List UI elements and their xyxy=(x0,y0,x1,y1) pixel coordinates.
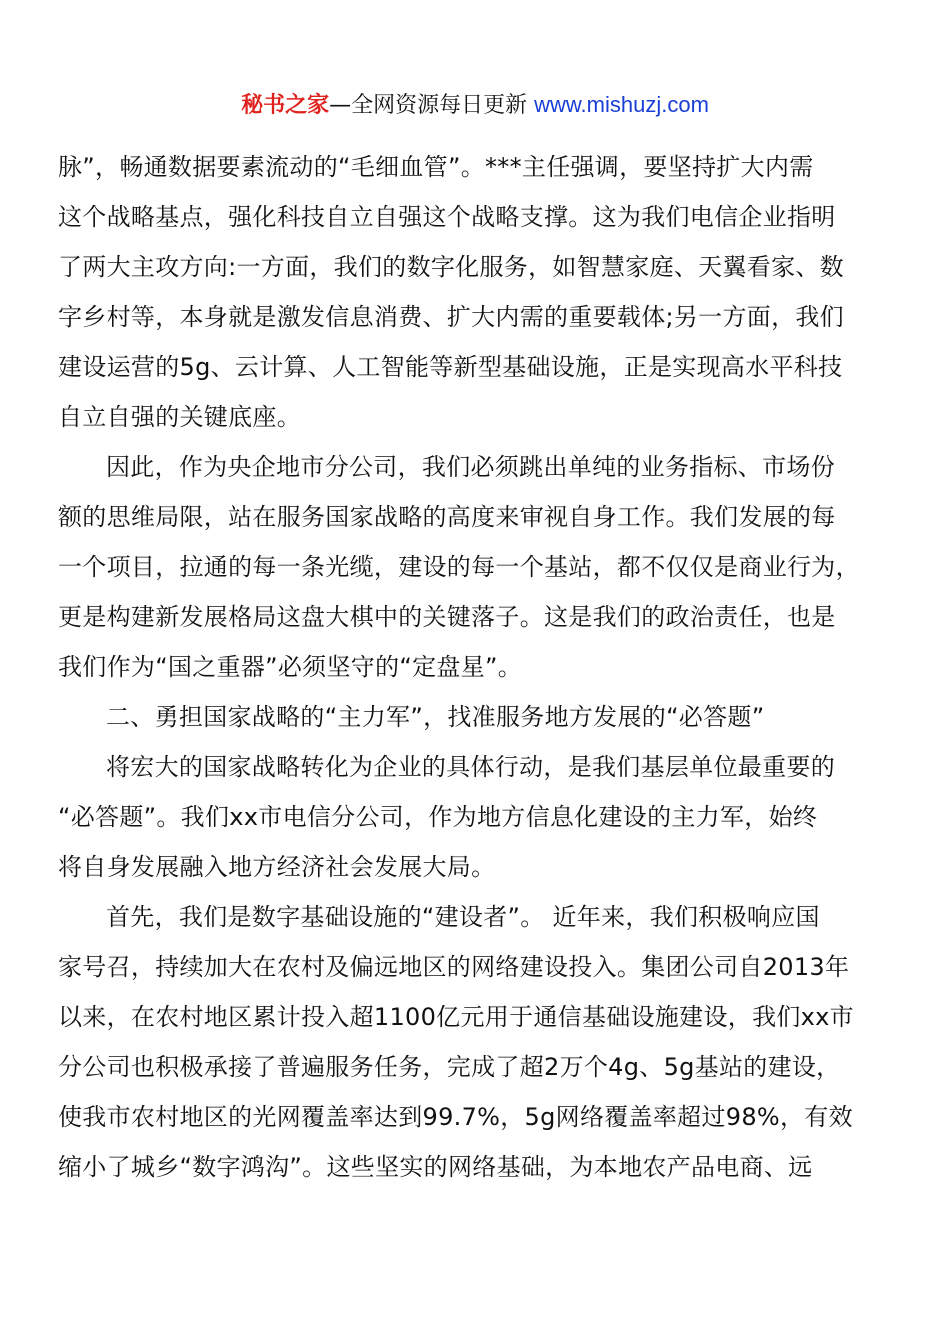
text-line: 将自身发展融入地方经济社会发展大局。 xyxy=(58,853,496,881)
section-heading: 二、勇担国家战略的“主力军”，找准服务地方发展的“必答题” xyxy=(106,703,765,731)
paragraph-first-line: 将宏大的国家战略转化为企业的具体行动，是我们基层单位最重要的 xyxy=(106,753,835,781)
paragraph-first-line: 因此，作为央企地市分公司，我们必须跳出单纯的业务指标、市场份 xyxy=(106,453,835,481)
text-line: 家号召，持续加大在农村及偏远地区的网络建设投入。集团公司自2013年 xyxy=(58,953,850,981)
text-line: 这个战略基点，强化科技自立自强这个战略支撑。这为我们电信企业指明 xyxy=(58,203,836,231)
document-body xyxy=(58,142,892,1192)
text-line: 以来，在农村地区累计投入超1100亿元用于通信基础设施建设，我们xx市 xyxy=(58,1003,854,1031)
text-line: 分公司也积极承接了普遍服务任务，完成了超2万个4g、5g基站的建设， xyxy=(58,1053,841,1081)
text-line: “必答题”。我们xx市电信分公司，作为地方信息化建设的主力军，始终 xyxy=(58,803,818,831)
text-line: 字乡村等，本身就是激发信息消费、扩大内需的重要载体;另一方面，我们 xyxy=(58,303,844,331)
text-line: 额的思维局限，站在服务国家战略的高度来审视自身工作。我们发展的每 xyxy=(58,503,836,531)
text-line: 脉”，畅通数据要素流动的“毛细血管”。***主任强调，要坚持扩大内需 xyxy=(58,153,814,181)
paragraph-first-line: 首先，我们是数字基础设施的“建设者”。 近年来，我们积极响应国 xyxy=(106,903,820,931)
text-line: 自立自强的关键底座。 xyxy=(58,403,301,431)
header-tagline: —全网资源每日更新 xyxy=(329,93,535,118)
text-line: 我们作为“国之重器”必须坚守的“定盘星”。 xyxy=(58,653,523,681)
text-line: 建设运营的5g、云计算、人工智能等新型基础设施，正是实现高水平科技 xyxy=(58,353,843,381)
text-line: 缩小了城乡“数字鸿沟”。这些坚实的网络基础，为本地农产品电商、远 xyxy=(58,1153,813,1181)
text-line: 使我市农村地区的光网覆盖率达到99.7%，5g网络覆盖率超过98%，有效 xyxy=(58,1103,853,1131)
brand-name: 秘书之家 xyxy=(241,93,330,118)
site-url-link[interactable]: www.mishuzj.com xyxy=(534,92,709,117)
text-line: 更是构建新发展格局这盘大棋中的关键落子。这是我们的政治责任，也是 xyxy=(58,603,836,631)
text-line: 了两大主攻方向:一方面，我们的数字化服务，如智慧家庭、天翼看家、数 xyxy=(58,253,844,281)
text-line: 一个项目，拉通的每一条光缆，建设的每一个基站，都不仅仅是商业行为， xyxy=(58,553,860,581)
page-header xyxy=(0,88,950,123)
